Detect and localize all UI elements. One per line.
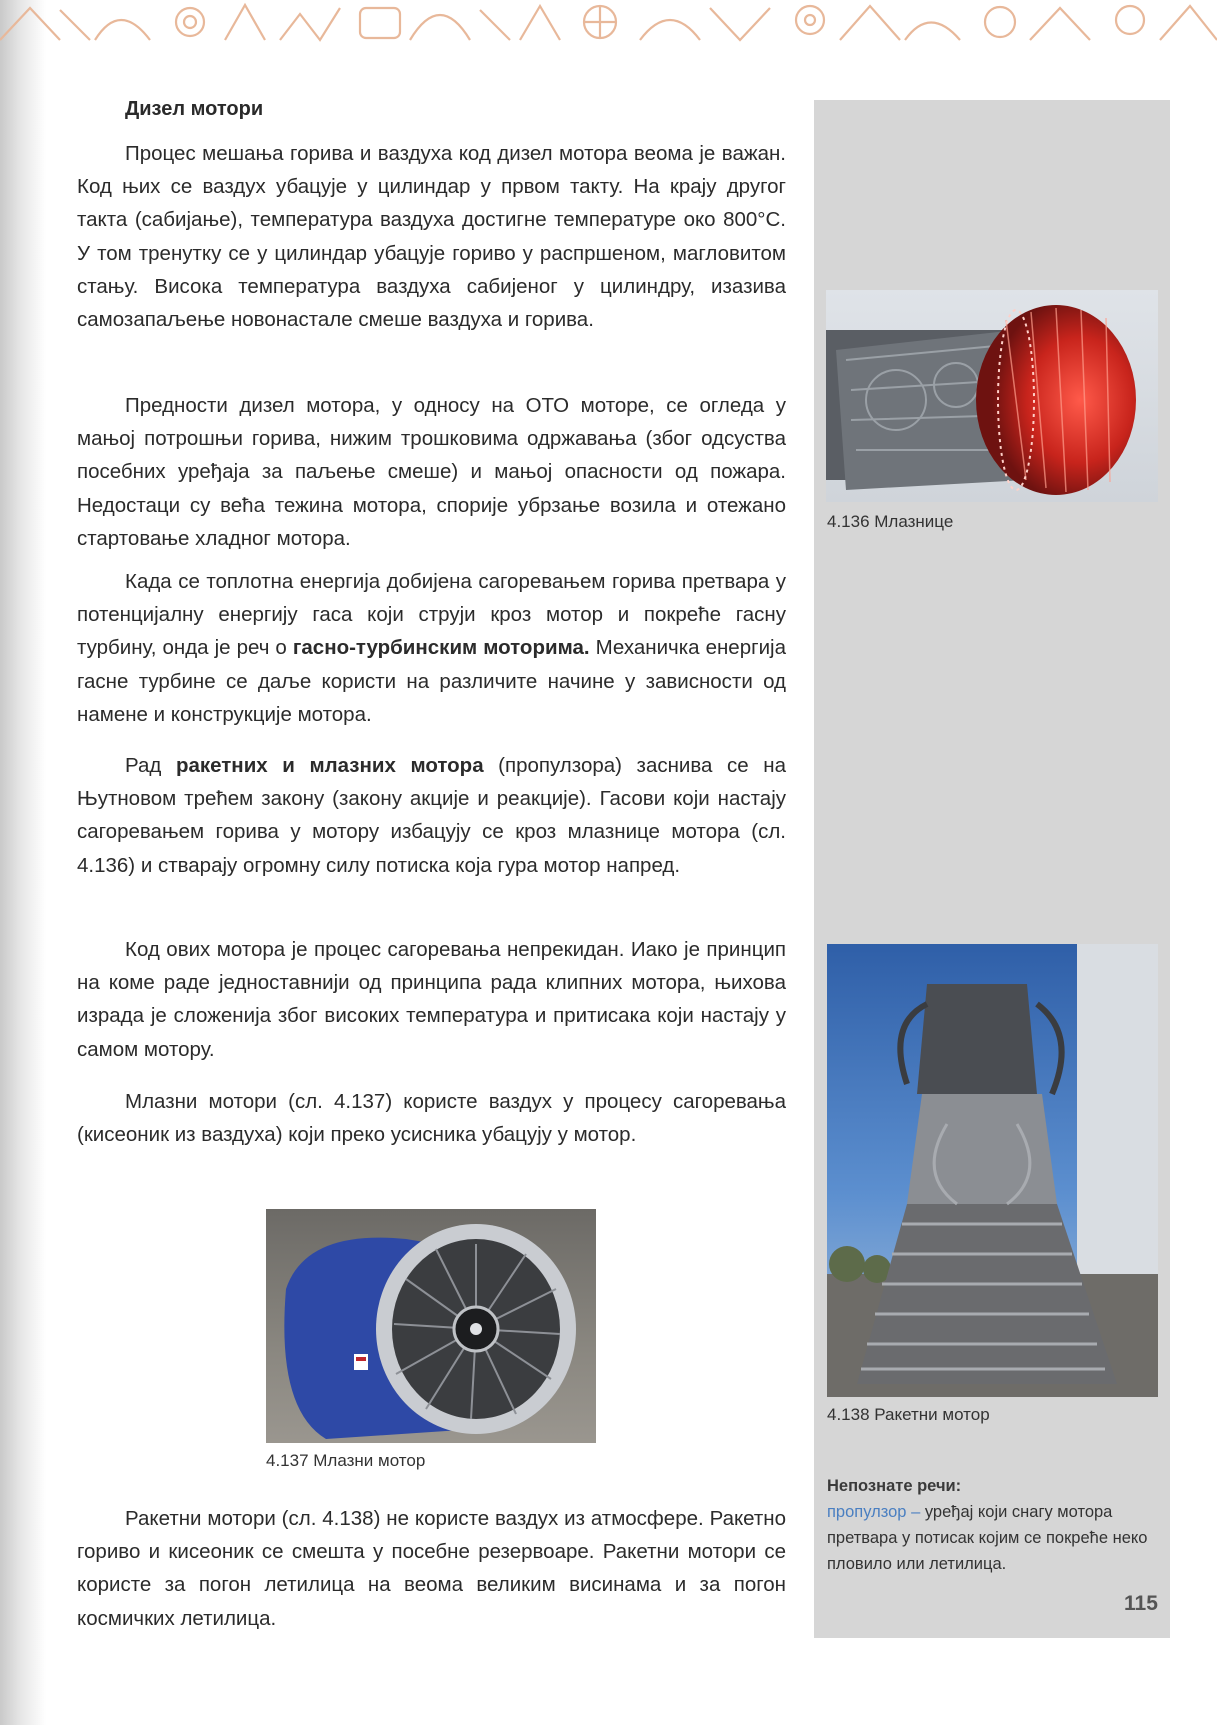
paragraph-diesel-process: Процес мешања горива и ваздуха код дизел мотора веома је важан. Код њих се ваздух убацује у цилиндар у првом такту. На крају другог такта (сабијање), температура ваздуха достигне температуре око 800°C. У том тренутку се у цилиндар убацује гориво у распршеном, магловитом стању. Висока температура ваздуха сабијеног у цилиндру, изазива самозапаљење новонастале смеше ваздуха и горива. xyxy=(77,142,786,332)
top-ornament-band xyxy=(0,0,1217,44)
bold-term-rocket-jet: ракетних и млазних мотора xyxy=(175,754,484,777)
glossary-term: пропулзор xyxy=(827,1503,907,1521)
jet-engine-photo xyxy=(266,1209,596,1443)
paragraph-diesel-advantages: Предности дизел мотора, у односу на ОТО моторе, се огледа у мањој потрошњи горива, нижим трошковима одржавања (због одсуства посебних уређаја за паљење смеше) и мањој опасности од пожара. Недостаци су већа тежина мотора, спорије убрзање возила и отежано стартовање хладног мотора. xyxy=(77,394,786,550)
figure-caption-4-138: 4.138 Ракетни мотор xyxy=(827,1405,990,1424)
text-span: (пропулзора) заснива се на Њутновом трећем закону (закону акције и реакције). Гасови који настају сагоревањем горива у мотору избацују се кроз млазнице мотора (сл. 4.136) и стварају огромну силу потиска која гура мотор напред. xyxy=(77,754,786,877)
glossary-definition: уређај који снагу мотора претвара у потисак којим се покреће неко пловило или летилица. xyxy=(827,1503,1148,1573)
paragraph-rocket-jet xyxy=(77,749,786,882)
figure-caption-4-136: 4.136 Млазнице xyxy=(827,512,954,531)
section-heading: Дизел мотори xyxy=(125,98,264,120)
glossary-dash: – xyxy=(906,1503,925,1521)
bold-term-gas-turbine: гасно-турбинским моторима. xyxy=(292,636,590,660)
rocket-engine-photo xyxy=(827,944,1158,1397)
text-span: Механичка енергија гасне турбине се даље користи на различите начине у зависности од намене и конструкције мотора. xyxy=(77,636,786,726)
paragraph-gas-turbine xyxy=(77,565,786,731)
glossary-title: Непознате речи: xyxy=(827,1477,962,1495)
page-spine-shadow xyxy=(0,0,46,1725)
page-number: 115 xyxy=(1124,1592,1158,1615)
glossary-box xyxy=(827,1473,1157,1577)
figure-caption-4-137: 4.137 Млазни мотор xyxy=(266,1451,426,1470)
paragraph-combustion: Код ових мотора је процес сагоревања непрекидан. Иако је принцип на коме раде једноставнији од принципа рада клипних мотора, њихова израда је сложенија због високих температура и притисака који настају у самом мотору. xyxy=(77,938,786,1061)
glossary-entry xyxy=(827,1499,1157,1577)
paragraph-rocket-engines: Ракетни мотори (сл. 4.138) не користе ваздух из атмосфере. Ракетно гориво и кисеоник се смешта у посебне резервоаре. Ракетни мотори се користе за погон летилица на веома великим висинама и за погон космичких летилица. xyxy=(77,1507,786,1630)
text-span: Када се топлотна енергија добијена сагоревањем горива претвара у потенцијалну енергију гаса који струји кроз мотор и покреће гасну турбину, онда је реч о xyxy=(77,570,786,660)
paragraph-jet-engines: Млазни мотори (сл. 4.137) користе ваздух у процесу сагоревања (кисеоник из ваздуха) који преко усисника убацују у мотор. xyxy=(77,1090,786,1147)
nozzle-photo xyxy=(826,290,1158,502)
text-span: Рад xyxy=(125,754,176,777)
